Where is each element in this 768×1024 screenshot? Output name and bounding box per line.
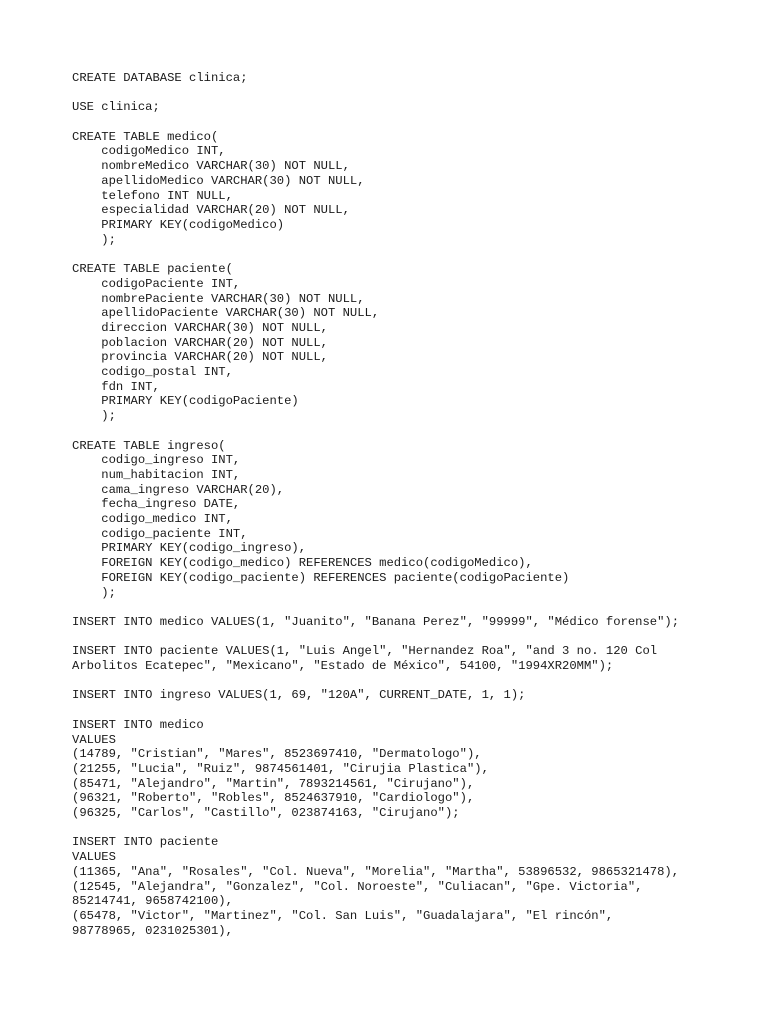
code-line: direccion VARCHAR(30) NOT NULL, [72, 320, 328, 335]
blank-line [72, 86, 752, 101]
code-line: (21255, "Lucia", "Ruiz", 9874561401, "Cirujia Plastica"), [72, 761, 489, 776]
blank-line [72, 600, 752, 615]
code-line: CREATE TABLE paciente( [72, 262, 233, 277]
code-line: ); [72, 232, 116, 247]
code-line: codigoMedico INT, [72, 144, 226, 159]
statement-insert-ingreso [72, 688, 752, 703]
statement-insert-paciente-multi [72, 835, 752, 938]
code-line: CREATE TABLE ingreso( [72, 438, 226, 453]
statement-insert-paciente-single [72, 644, 752, 673]
code-line: codigo_medico INT, [72, 512, 233, 527]
code-line: especialidad VARCHAR(20) NOT NULL, [72, 203, 350, 218]
sql-script [72, 71, 752, 938]
code-line: VALUES [72, 732, 116, 747]
code-line: INSERT INTO medico [72, 717, 204, 732]
blank-line [72, 247, 752, 262]
code-line: INSERT INTO medico VALUES(1, "Juanito", "Banana Perez", "99999", "Médico forense"); [72, 614, 680, 629]
code-line: provincia VARCHAR(20) NOT NULL, [72, 350, 328, 365]
code-line: (85471, "Alejandro", "Martin", 7893214561, "Cirujano"), [72, 776, 475, 791]
code-line: INSERT INTO ingreso VALUES(1, 69, "120A", CURRENT_DATE, 1, 1); [72, 688, 526, 703]
statement-create-table-medico [72, 130, 752, 248]
statement-create-table-ingreso [72, 439, 752, 601]
statement-insert-medico-multi [72, 718, 752, 821]
code-line: poblacion VARCHAR(20) NOT NULL, [72, 335, 328, 350]
code-line: FOREIGN KEY(codigo_paciente) REFERENCES paciente(codigoPaciente) [72, 570, 570, 585]
code-line: ); [72, 409, 116, 424]
code-line: (96325, "Carlos", "Castillo", 023874163, "Cirujano"); [72, 806, 460, 821]
code-line: VALUES [72, 850, 116, 865]
code-line: CREATE TABLE medico( [72, 129, 219, 144]
code-line: fdn INT, [72, 379, 160, 394]
code-line: Arbolitos Ecatepec", "Mexicano", "Estado de México", 54100, "1994XR20MM"); [72, 659, 614, 674]
code-line: codigoPaciente INT, [72, 276, 241, 291]
statement-use-database [72, 100, 752, 115]
blank-line [72, 674, 752, 689]
code-line: (96321, "Roberto", "Robles", 8524637910, "Cardiologo"), [72, 791, 475, 806]
code-line: nombrePaciente VARCHAR(30) NOT NULL, [72, 291, 365, 306]
code-line: nombreMedico VARCHAR(30) NOT NULL, [72, 159, 350, 174]
code-line: ); [72, 585, 116, 600]
code-line: PRIMARY KEY(codigoMedico) [72, 218, 285, 232]
code-line: FOREIGN KEY(codigo_medico) REFERENCES medico(codigoMedico), [72, 556, 533, 571]
blank-line [72, 630, 752, 645]
code-line: fecha_ingreso DATE, [72, 497, 241, 512]
blank-line [72, 821, 752, 836]
code-line: codigo_postal INT, [72, 365, 233, 380]
code-line: 85214741, 9658742100), [72, 894, 233, 909]
statement-create-table-paciente [72, 262, 752, 424]
code-line: INSERT INTO paciente VALUES(1, "Luis Angel", "Hernandez Roa", "and 3 no. 120 Col [72, 644, 658, 659]
code-line: (12545, "Alejandra", "Gonzalez", "Col. Noroeste", "Culiacan", "Gpe. Victoria", [72, 879, 643, 894]
code-line: 98778965, 0231025301), [72, 923, 233, 938]
blank-line [72, 703, 752, 718]
code-line: (14789, "Cristian", "Mares", 8523697410, "Dermatologo"), [72, 747, 482, 762]
code-line: codigo_paciente INT, [72, 526, 248, 541]
code-line: apellidoPaciente VARCHAR(30) NOT NULL, [72, 306, 380, 321]
code-line: USE clinica; [72, 100, 160, 115]
statement-insert-medico-single [72, 615, 752, 630]
code-line: (11365, "Ana", "Rosales", "Col. Nueva", "Morelia", "Martha", 53896532, 9865321478), [72, 864, 680, 879]
code-line: (65478, "Victor", "Martinez", "Col. San Luis", "Guadalajara", "El rincón", [72, 908, 614, 923]
code-line: PRIMARY KEY(codigo_ingreso), [72, 541, 307, 556]
blank-line [72, 115, 752, 130]
code-line: cama_ingreso VARCHAR(20), [72, 482, 285, 497]
code-line: PRIMARY KEY(codigoPaciente) [72, 394, 299, 409]
code-line: telefono INT NULL, [72, 188, 233, 203]
code-line: num_habitacion INT, [72, 467, 241, 482]
code-line: INSERT INTO paciente [72, 835, 219, 850]
blank-line [72, 424, 752, 439]
code-line: CREATE DATABASE clinica; [72, 71, 248, 85]
statement-create-database [72, 71, 752, 86]
code-line: apellidoMedico VARCHAR(30) NOT NULL, [72, 173, 365, 188]
code-line: codigo_ingreso INT, [72, 453, 241, 468]
